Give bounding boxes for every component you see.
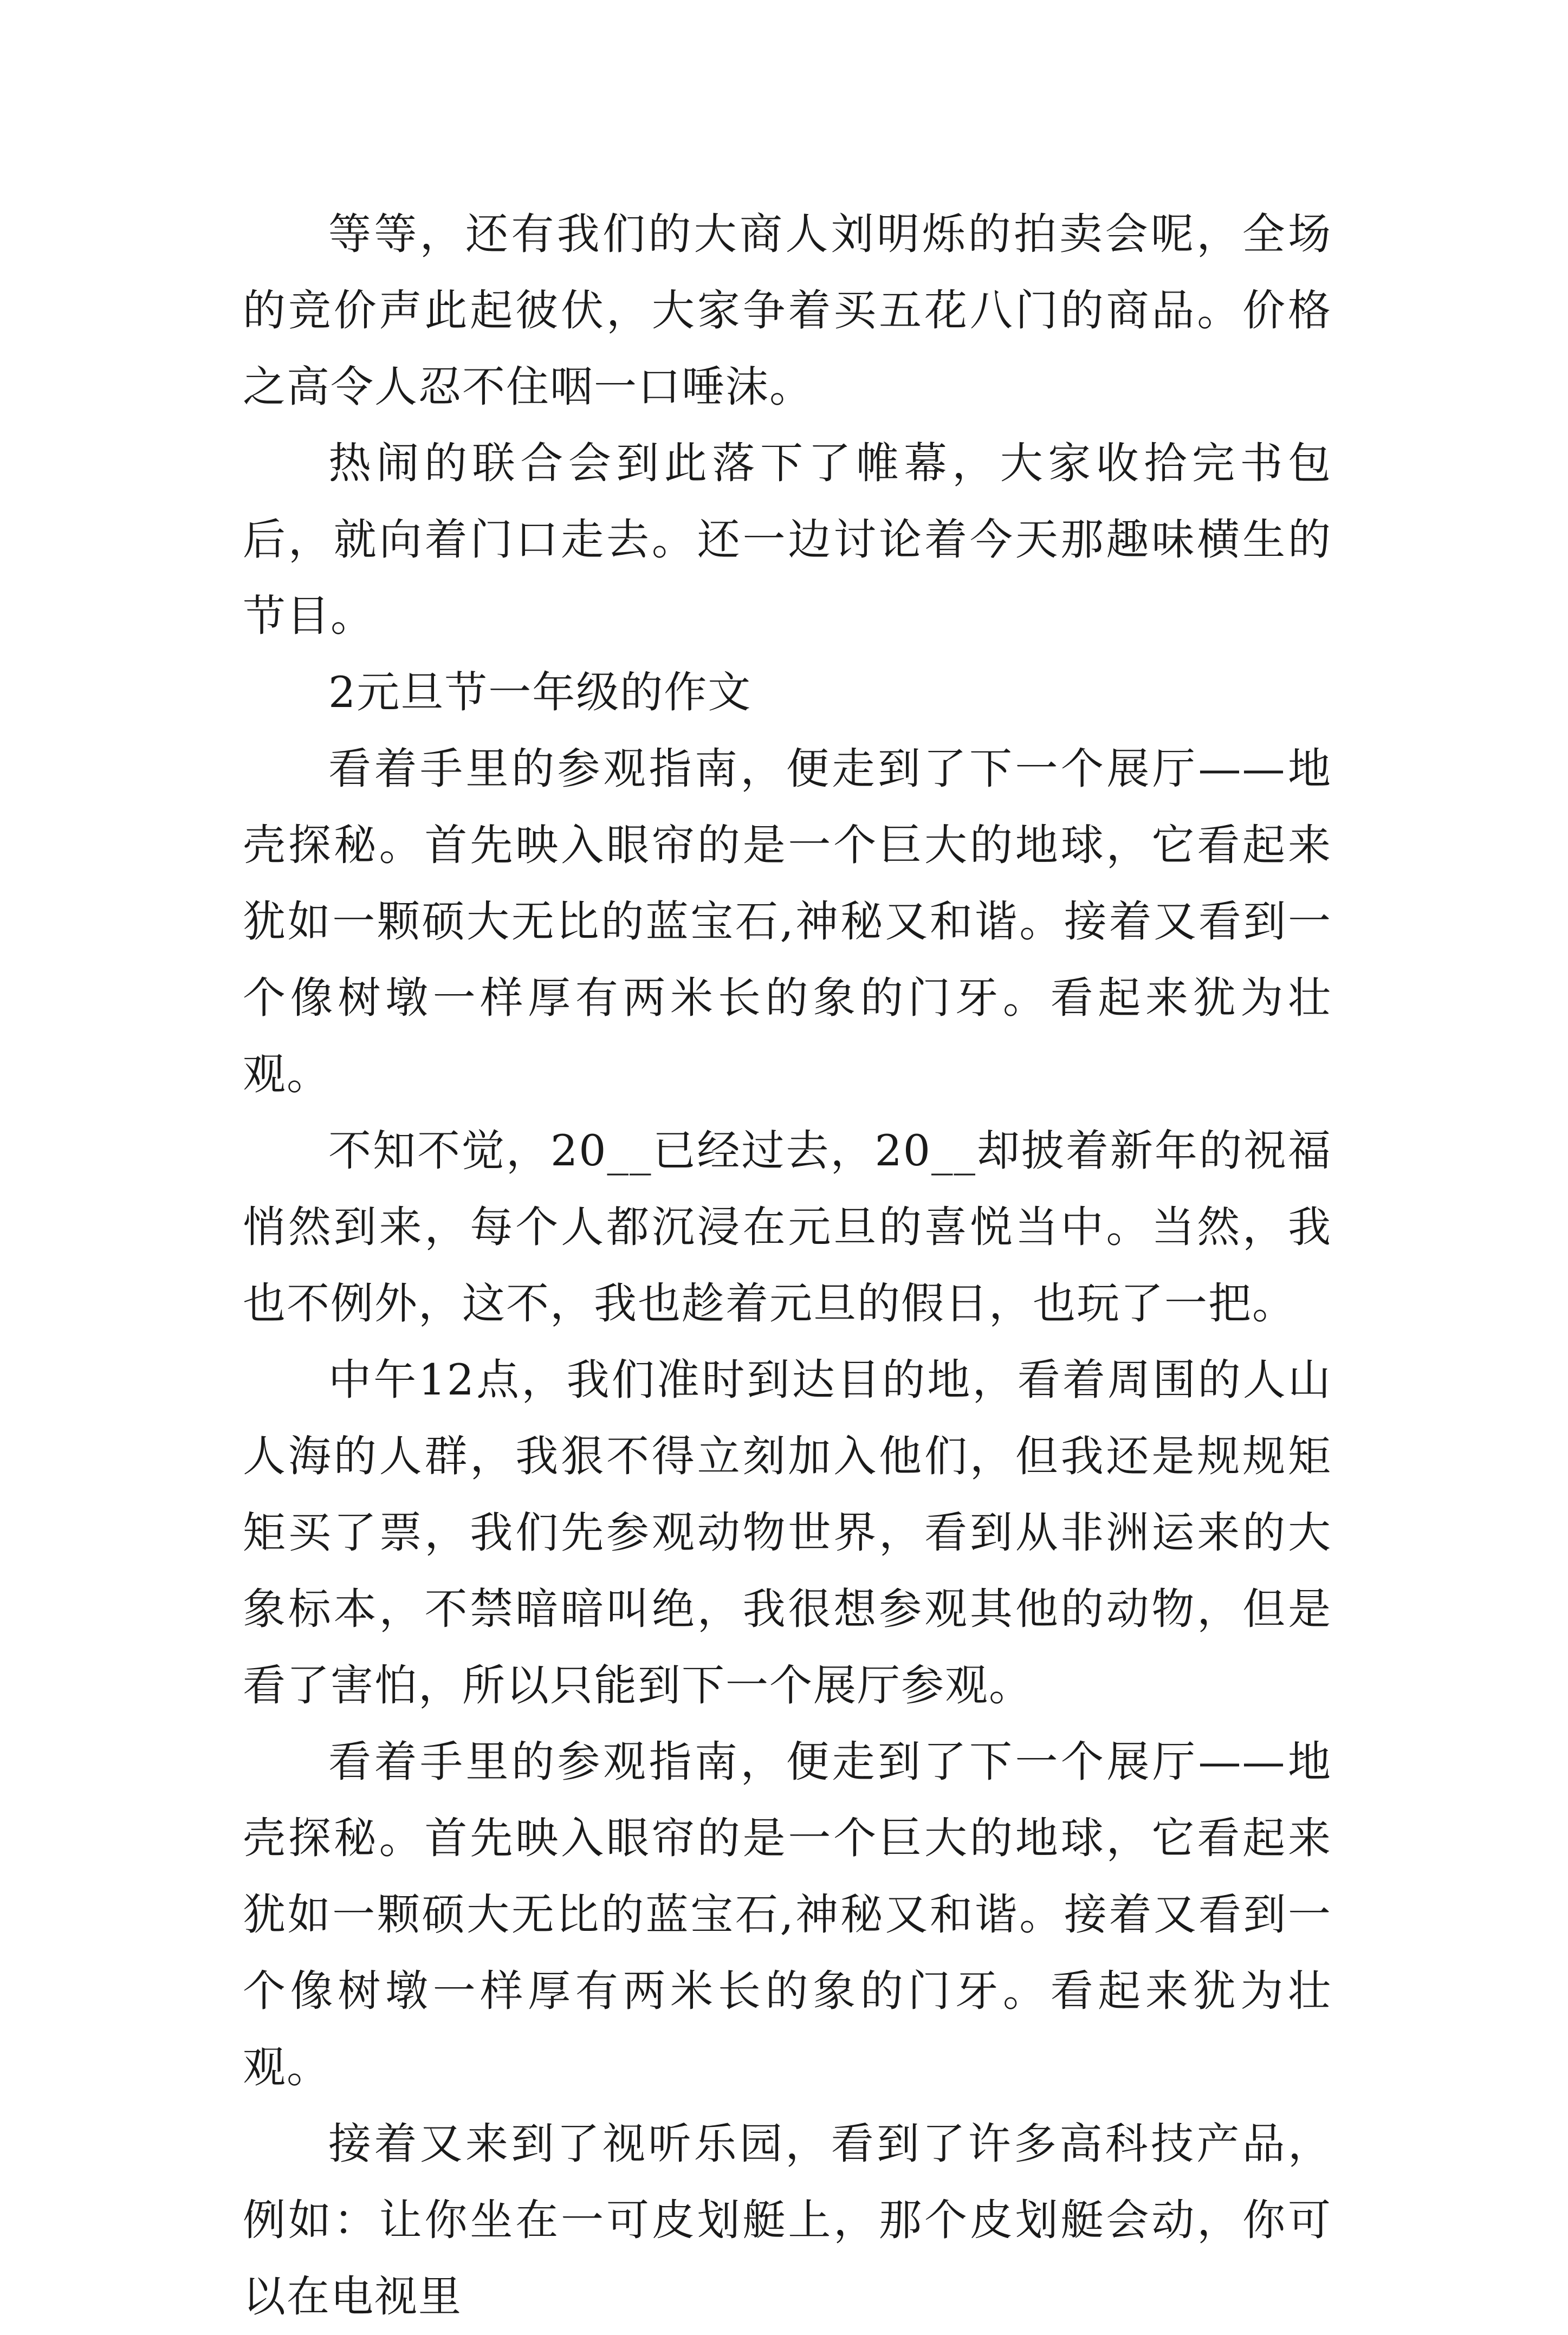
essay-title: 2元旦节一年级的作文 <box>328 667 752 717</box>
paragraph-audiovisual-park: 接着又来到了视听乐园，看到了许多高科技产品，例如：让你坐在一可皮划艇上，那个皮划艇会动，你可以在电视里 <box>243 2119 1332 2321</box>
paragraph-crust-exhibit-repeat: 看着手里的参观指南，便走到了下一个展厅——地壳探秘。首先映入眼帘的是一个巨大的地球，它看起来犹如一颗硕大无比的蓝宝石,神秘又和谐。接着又看到一个像树墩一样厚有两米长的象的门牙。看起来犹为壮观。 <box>243 1737 1332 2092</box>
paragraph-auction: 等等，还有我们的大商人刘明烁的拍卖会呢，全场的竞价声此起彼伏，大家争着买五花八门的商品。价格之高令人忍不住咽一口唾沫。 <box>243 209 1332 412</box>
paragraph-noon-visit: 中午12点，我们准时到达目的地，看着周围的人山人海的人群，我狠不得立刻加入他们，但我还是规规矩矩买了票，我们先参观动物世界，看到从非洲运来的大象标本，不禁暗暗叫绝，我很想参观其他的动物，但是看了害怕，所以只能到下一个展厅参观。 <box>243 1355 1332 1710</box>
document-body <box>243 196 1332 2335</box>
paragraph-closing: 热闹的联合会到此落下了帷幕，大家收拾完书包后，就向着门口走去。还一边讨论着今天那趣味横生的节目。 <box>243 438 1332 641</box>
paragraph-new-year: 不知不觉，20__已经过去，20__却披着新年的祝福悄然到来，每个人都沉浸在元旦的喜悦当中。当然，我也不例外，这不，我也趁着元旦的假日，也玩了一把。 <box>243 1126 1332 1328</box>
paragraph-crust-exhibit: 看着手里的参观指南，便走到了下一个展厅——地壳探秘。首先映入眼帘的是一个巨大的地球，它看起来犹如一颗硕大无比的蓝宝石,神秘又和谐。接着又看到一个像树墩一样厚有两米长的象的门牙。看起来犹为壮观。 <box>243 744 1332 1099</box>
